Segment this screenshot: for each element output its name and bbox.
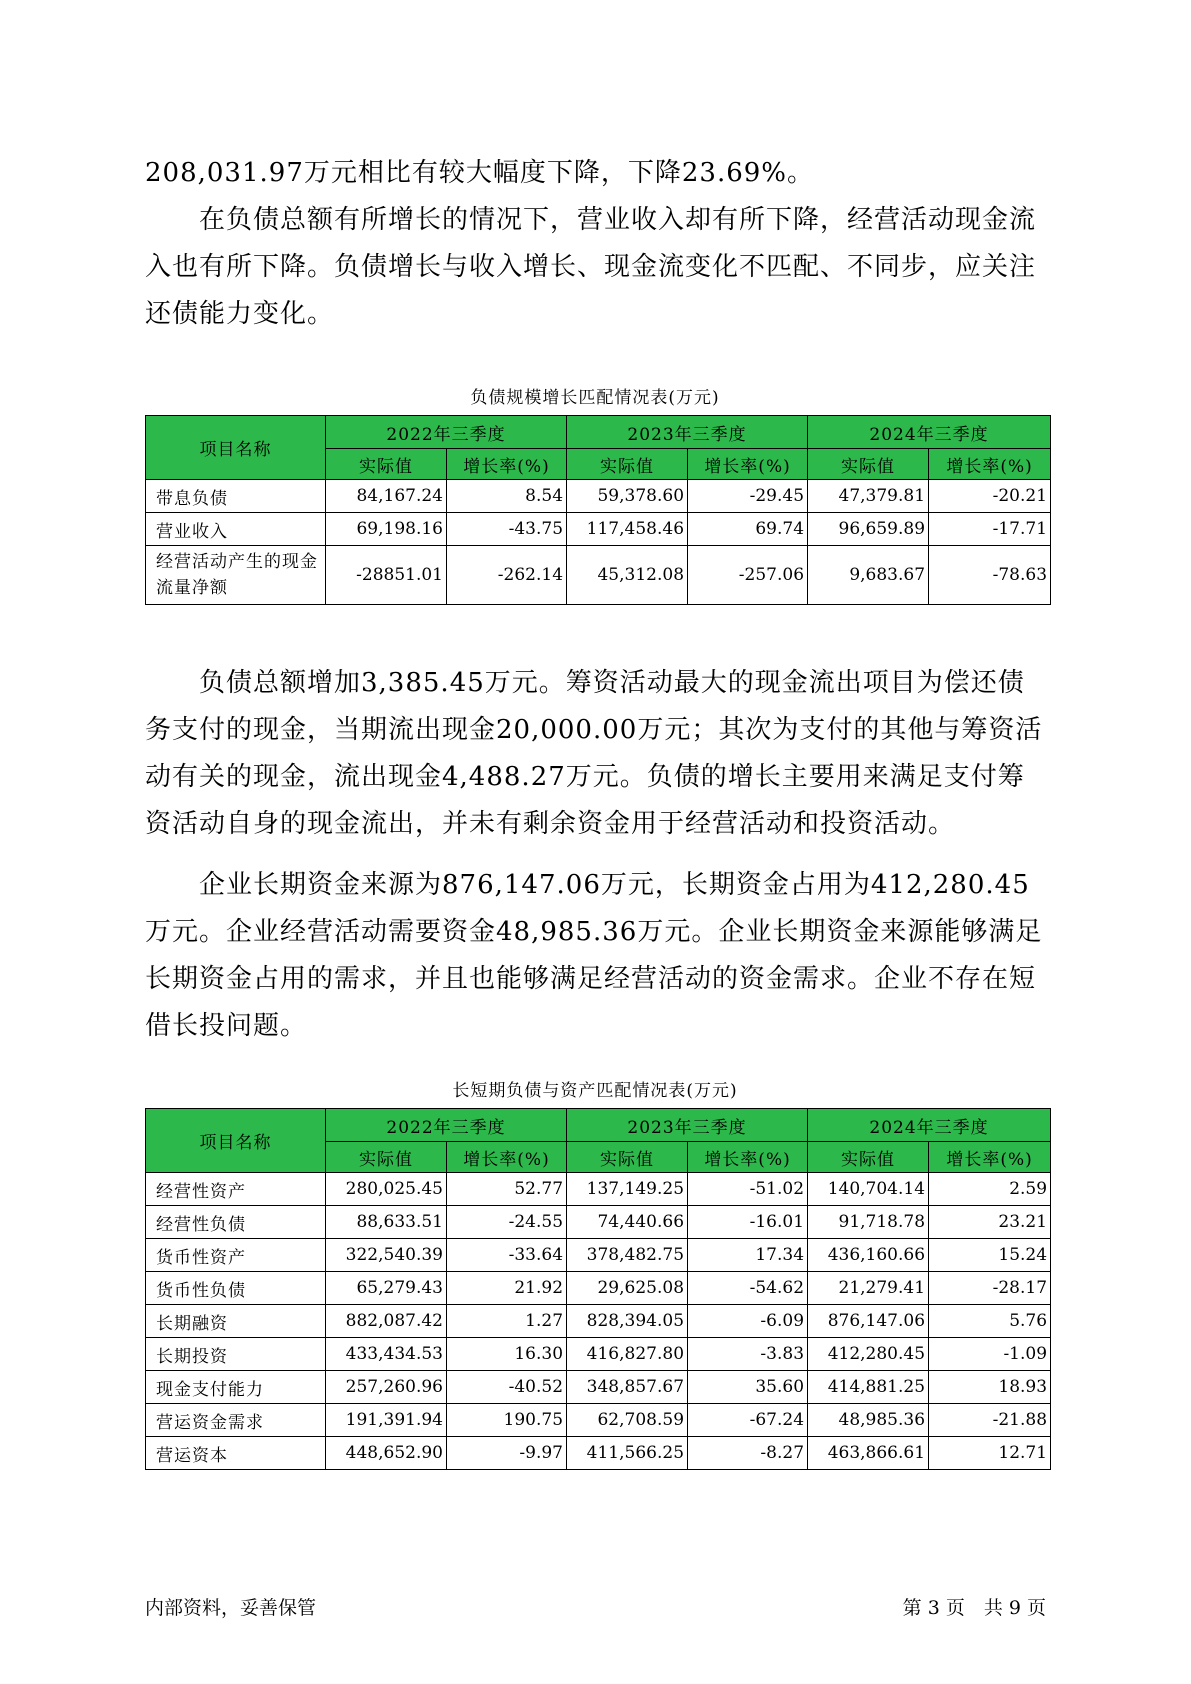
cell-value: 52.77	[447, 1173, 567, 1206]
row-label: 营运资金需求	[146, 1404, 326, 1437]
table1-subheader: 实际值	[567, 449, 688, 480]
cell-value: 74,440.66	[567, 1206, 688, 1239]
cell-value: 436,160.66	[808, 1239, 929, 1272]
cell-value: 257,260.96	[326, 1371, 447, 1404]
row-label: 营业收入	[146, 513, 326, 546]
paragraph-long-term-funds: 企业长期资金来源为876,147.06万元，长期资金占用为412,280.45万元。企业经营活动需要资金48,985.36万元。企业长期资金来源能够满足长期资金占用的需求，并且也能够满足经营活动的资金需求。企业不存在短借长投问题。	[145, 870, 1043, 1041]
row-label: 带息负债	[146, 480, 326, 513]
cell-value: 882,087.42	[326, 1305, 447, 1338]
table-row	[146, 1239, 1051, 1272]
cell-value: 48,985.36	[808, 1404, 929, 1437]
cell-value: 47,379.81	[808, 480, 929, 513]
cell-value: 96,659.89	[808, 513, 929, 546]
cell-value: 15.24	[929, 1239, 1051, 1272]
row-label: 货币性资产	[146, 1239, 326, 1272]
cell-value: -28851.01	[326, 546, 447, 605]
table-row	[146, 1371, 1051, 1404]
table2-subheader: 实际值	[326, 1142, 447, 1173]
table1-period-header: 2024年三季度	[808, 416, 1051, 449]
cell-value: -3.83	[688, 1338, 808, 1371]
table-row	[146, 1305, 1051, 1338]
row-label: 营运资本	[146, 1437, 326, 1470]
cell-value: -29.45	[688, 480, 808, 513]
cell-value: 411,566.25	[567, 1437, 688, 1470]
table-row	[146, 480, 1051, 513]
table2-period-header: 2024年三季度	[808, 1109, 1051, 1142]
row-label: 长期融资	[146, 1305, 326, 1338]
table1-subheader: 实际值	[808, 449, 929, 480]
cell-value: 190.75	[447, 1404, 567, 1437]
cell-value: -28.17	[929, 1272, 1051, 1305]
table-row	[146, 1173, 1051, 1206]
cell-value: -262.14	[447, 546, 567, 605]
cell-value: 16.30	[447, 1338, 567, 1371]
table-row	[146, 546, 1051, 605]
table-row	[146, 1437, 1051, 1470]
cell-value: 1.27	[447, 1305, 567, 1338]
row-label: 经营性负债	[146, 1206, 326, 1239]
cell-value: -40.52	[447, 1371, 567, 1404]
cell-value: 414,881.25	[808, 1371, 929, 1404]
cell-value: 140,704.14	[808, 1173, 929, 1206]
cell-value: 69,198.16	[326, 513, 447, 546]
table-row	[146, 1206, 1051, 1239]
cell-value: -78.63	[929, 546, 1051, 605]
cell-value: 62,708.59	[567, 1404, 688, 1437]
cell-value: 21,279.41	[808, 1272, 929, 1305]
cell-value: 137,149.25	[567, 1173, 688, 1206]
table-row	[146, 513, 1051, 546]
cell-value: 29,625.08	[567, 1272, 688, 1305]
table1-item-header: 项目名称	[146, 416, 326, 480]
row-label: 经营活动产生的现金流量净额	[146, 546, 326, 605]
cell-value: 18.93	[929, 1371, 1051, 1404]
asset-liability-match-table	[145, 1108, 1051, 1470]
table1-subheader: 实际值	[326, 449, 447, 480]
table1-subheader: 增长率(%)	[447, 449, 567, 480]
cell-value: 2.59	[929, 1173, 1051, 1206]
cell-value: 8.54	[447, 480, 567, 513]
row-label: 经营性资产	[146, 1173, 326, 1206]
table2-caption: 长短期负债与资产匹配情况表(万元)	[452, 1081, 738, 1101]
row-label: 长期投资	[146, 1338, 326, 1371]
row-label: 货币性负债	[146, 1272, 326, 1305]
table-row	[146, 1272, 1051, 1305]
cell-value: 17.34	[688, 1239, 808, 1272]
table2-subheader: 实际值	[808, 1142, 929, 1173]
cell-value: 191,391.94	[326, 1404, 447, 1437]
cell-value: -33.64	[447, 1239, 567, 1272]
cell-value: 59,378.60	[567, 480, 688, 513]
cell-value: -17.71	[929, 513, 1051, 546]
table1-caption: 负债规模增长匹配情况表(万元)	[470, 388, 720, 408]
cell-value: -54.62	[688, 1272, 808, 1305]
table2-item-header: 项目名称	[146, 1109, 326, 1173]
debt-growth-table	[145, 415, 1051, 605]
cell-value: -24.55	[447, 1206, 567, 1239]
cell-value: 412,280.45	[808, 1338, 929, 1371]
footer-confidential-note: 内部资料，妥善保管	[145, 1597, 317, 1619]
cell-value: 117,458.46	[567, 513, 688, 546]
cell-value: -257.06	[688, 546, 808, 605]
cell-value: -9.97	[447, 1437, 567, 1470]
cell-value: 448,652.90	[326, 1437, 447, 1470]
cell-value: -20.21	[929, 480, 1051, 513]
paragraph-continuation: 208,031.97万元相比有较大幅度下降，下降23.69%。	[145, 158, 815, 188]
table-row	[146, 1338, 1051, 1371]
cell-value: 84,167.24	[326, 480, 447, 513]
cell-value: -8.27	[688, 1437, 808, 1470]
cell-value: -16.01	[688, 1206, 808, 1239]
footer-page-number: 第 3 页 共 9 页	[902, 1597, 1046, 1619]
cell-value: 21.92	[447, 1272, 567, 1305]
table-row	[146, 1404, 1051, 1437]
cell-value: -1.09	[929, 1338, 1051, 1371]
cell-value: 12.71	[929, 1437, 1051, 1470]
cell-value: 433,434.53	[326, 1338, 447, 1371]
cell-value: 91,718.78	[808, 1206, 929, 1239]
cell-value: -21.88	[929, 1404, 1051, 1437]
cell-value: 416,827.80	[567, 1338, 688, 1371]
cell-value: 322,540.39	[326, 1239, 447, 1272]
cell-value: 348,857.67	[567, 1371, 688, 1404]
cell-value: 35.60	[688, 1371, 808, 1404]
table2-subheader: 增长率(%)	[688, 1142, 808, 1173]
cell-value: 280,025.45	[326, 1173, 447, 1206]
cell-value: 65,279.43	[326, 1272, 447, 1305]
cell-value: -6.09	[688, 1305, 808, 1338]
cell-value: 23.21	[929, 1206, 1051, 1239]
cell-value: 69.74	[688, 513, 808, 546]
cell-value: 9,683.67	[808, 546, 929, 605]
table1-subheader: 增长率(%)	[929, 449, 1051, 480]
cell-value: 5.76	[929, 1305, 1051, 1338]
cell-value: 45,312.08	[567, 546, 688, 605]
row-label: 现金支付能力	[146, 1371, 326, 1404]
cell-value: 88,633.51	[326, 1206, 447, 1239]
table1-subheader: 增长率(%)	[688, 449, 808, 480]
paragraph-financing: 负债总额增加3,385.45万元。筹资活动最大的现金流出项目为偿还债务支付的现金，当期流出现金20,000.00万元；其次为支付的其他与筹资活动有关的现金，流出现金4,488.27万元。负债的增长主要用来满足支付筹资活动自身的现金流出，并未有剩余资金用于经营活动和投资活动。	[145, 668, 1043, 839]
paragraph-debt-revenue: 在负债总额有所增长的情况下，营业收入却有所下降，经营活动现金流入也有所下降。负债增长与收入增长、现金流变化不匹配、不同步，应关注还债能力变化。	[145, 205, 1037, 329]
table2-subheader: 实际值	[567, 1142, 688, 1173]
cell-value: 463,866.61	[808, 1437, 929, 1470]
cell-value: -43.75	[447, 513, 567, 546]
cell-value: -51.02	[688, 1173, 808, 1206]
table2-period-header: 2023年三季度	[567, 1109, 808, 1142]
cell-value: 876,147.06	[808, 1305, 929, 1338]
table2-subheader: 增长率(%)	[929, 1142, 1051, 1173]
table1-period-header: 2022年三季度	[326, 416, 567, 449]
cell-value: -67.24	[688, 1404, 808, 1437]
table2-subheader: 增长率(%)	[447, 1142, 567, 1173]
table1-period-header: 2023年三季度	[567, 416, 808, 449]
cell-value: 378,482.75	[567, 1239, 688, 1272]
cell-value: 828,394.05	[567, 1305, 688, 1338]
table2-period-header: 2022年三季度	[326, 1109, 567, 1142]
